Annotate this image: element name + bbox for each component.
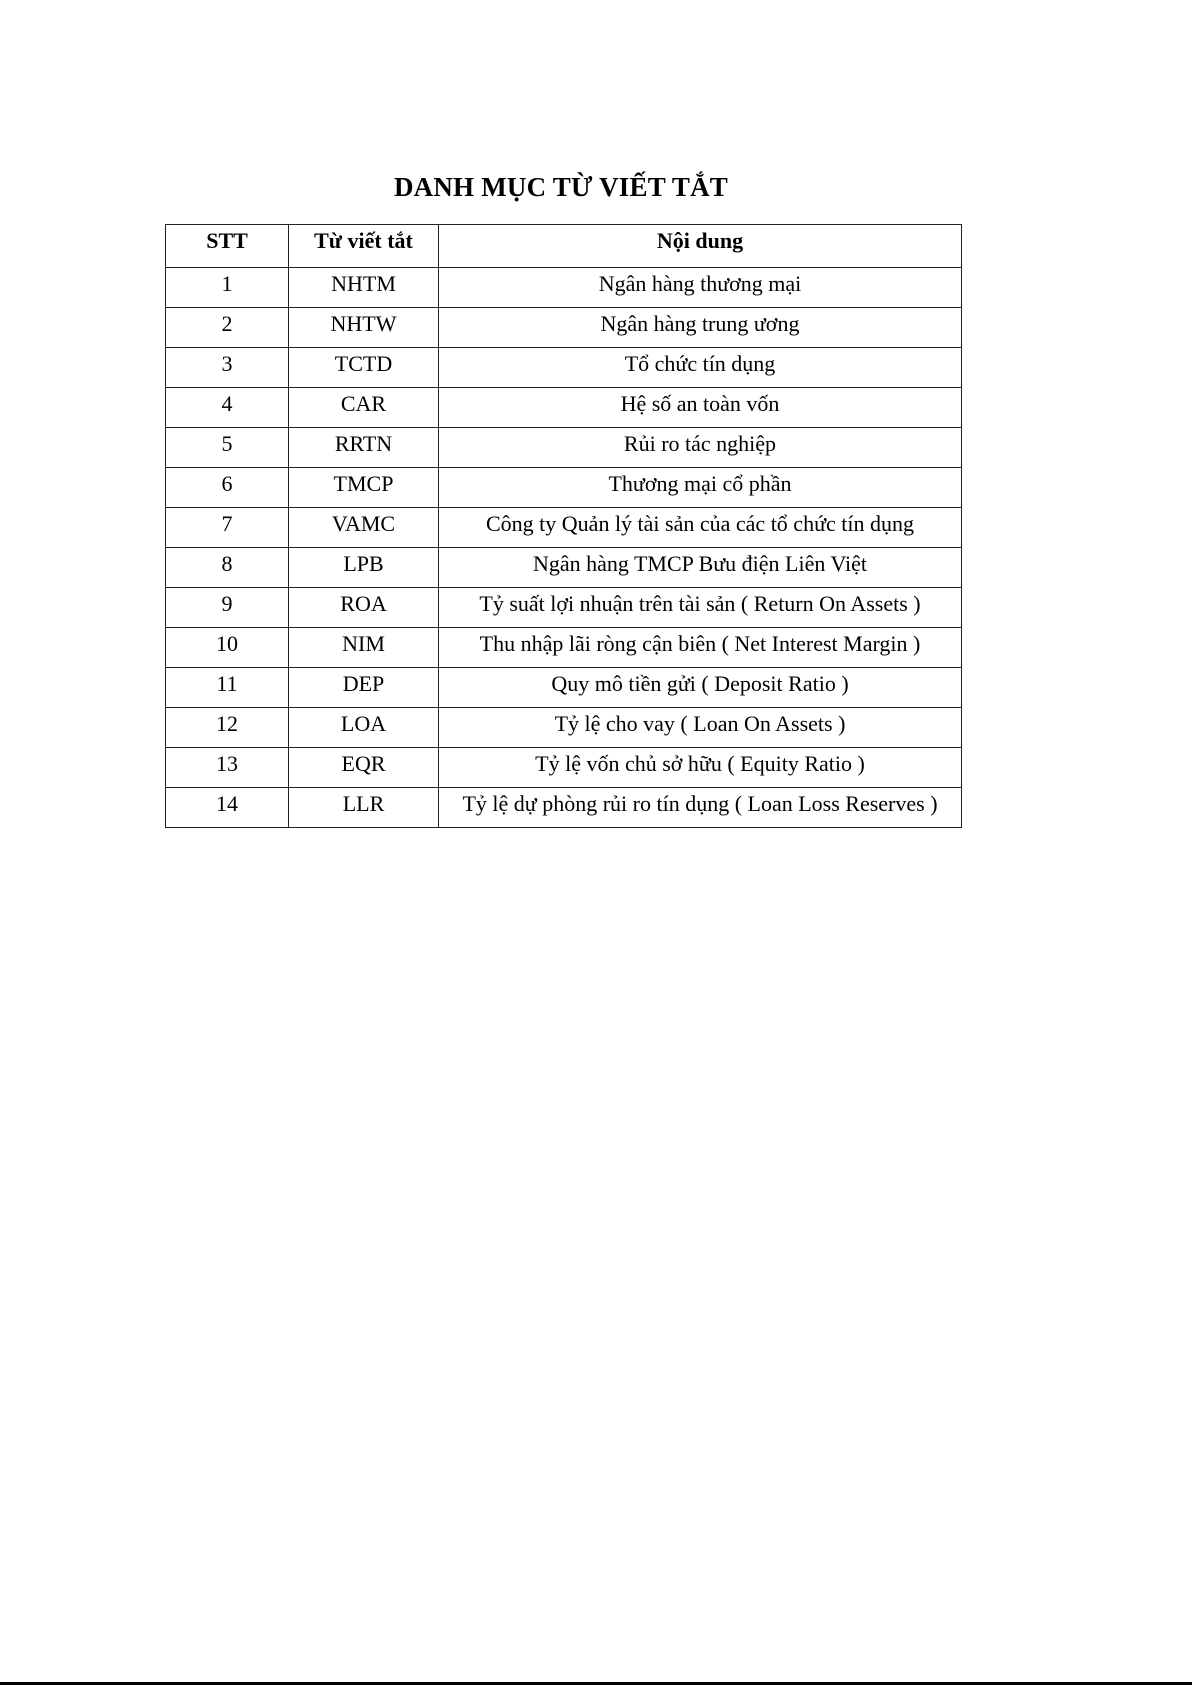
table-header-row [166, 225, 962, 268]
table-row [166, 628, 962, 668]
table-row [166, 788, 962, 828]
table-row [166, 668, 962, 708]
cell-content: Thương mại cổ phần [439, 468, 962, 508]
cell-abbreviation: VAMC [289, 508, 439, 548]
cell-abbreviation: NHTM [289, 268, 439, 308]
cell-stt: 11 [166, 668, 289, 708]
abbreviation-table [165, 224, 962, 828]
cell-stt: 8 [166, 548, 289, 588]
table-row [166, 548, 962, 588]
header-abbreviation: Từ viết tắt [289, 225, 439, 268]
header-content: Nội dung [439, 225, 962, 268]
table-row [166, 508, 962, 548]
cell-content: Ngân hàng trung ương [439, 308, 962, 348]
cell-abbreviation: NHTW [289, 308, 439, 348]
cell-content: Tỷ lệ vốn chủ sở hữu ( Equity Ratio ) [439, 748, 962, 788]
table-row [166, 388, 962, 428]
cell-stt: 10 [166, 628, 289, 668]
cell-content: Quy mô tiền gửi ( Deposit Ratio ) [439, 668, 962, 708]
cell-content: Tỷ lệ cho vay ( Loan On Assets ) [439, 708, 962, 748]
cell-content: Tỷ suất lợi nhuận trên tài sản ( Return On Assets ) [439, 588, 962, 628]
cell-content: Hệ số an toàn vốn [439, 388, 962, 428]
cell-stt: 6 [166, 468, 289, 508]
cell-stt: 12 [166, 708, 289, 748]
cell-content: Ngân hàng TMCP Bưu điện Liên Việt [439, 548, 962, 588]
table-row [166, 708, 962, 748]
cell-abbreviation: EQR [289, 748, 439, 788]
header-stt: STT [166, 225, 289, 268]
table-row [166, 748, 962, 788]
cell-content: Công ty Quản lý tài sản của các tổ chức tín dụng [439, 508, 962, 548]
cell-abbreviation: LPB [289, 548, 439, 588]
cell-content: Tỷ lệ dự phòng rủi ro tín dụng ( Loan Loss Reserves ) [439, 788, 962, 828]
cell-stt: 2 [166, 308, 289, 348]
cell-content: Rủi ro tác nghiệp [439, 428, 962, 468]
cell-stt: 5 [166, 428, 289, 468]
table-row [166, 588, 962, 628]
cell-abbreviation: DEP [289, 668, 439, 708]
cell-abbreviation: LLR [289, 788, 439, 828]
cell-stt: 14 [166, 788, 289, 828]
page-title: DANH MỤC TỪ VIẾT TẮT [393, 172, 729, 202]
cell-abbreviation: TCTD [289, 348, 439, 388]
cell-abbreviation: RRTN [289, 428, 439, 468]
table-row [166, 428, 962, 468]
cell-stt: 4 [166, 388, 289, 428]
cell-abbreviation: TMCP [289, 468, 439, 508]
table-row [166, 268, 962, 308]
cell-stt: 13 [166, 748, 289, 788]
cell-content: Thu nhập lãi ròng cận biên ( Net Interest Margin ) [439, 628, 962, 668]
table-row [166, 308, 962, 348]
cell-content: Ngân hàng thương mại [439, 268, 962, 308]
cell-abbreviation: CAR [289, 388, 439, 428]
table-row [166, 468, 962, 508]
table-row [166, 348, 962, 388]
cell-stt: 3 [166, 348, 289, 388]
cell-content: Tổ chức tín dụng [439, 348, 962, 388]
cell-abbreviation: LOA [289, 708, 439, 748]
cell-abbreviation: NIM [289, 628, 439, 668]
cell-abbreviation: ROA [289, 588, 439, 628]
cell-stt: 1 [166, 268, 289, 308]
cell-stt: 9 [166, 588, 289, 628]
cell-stt: 7 [166, 508, 289, 548]
